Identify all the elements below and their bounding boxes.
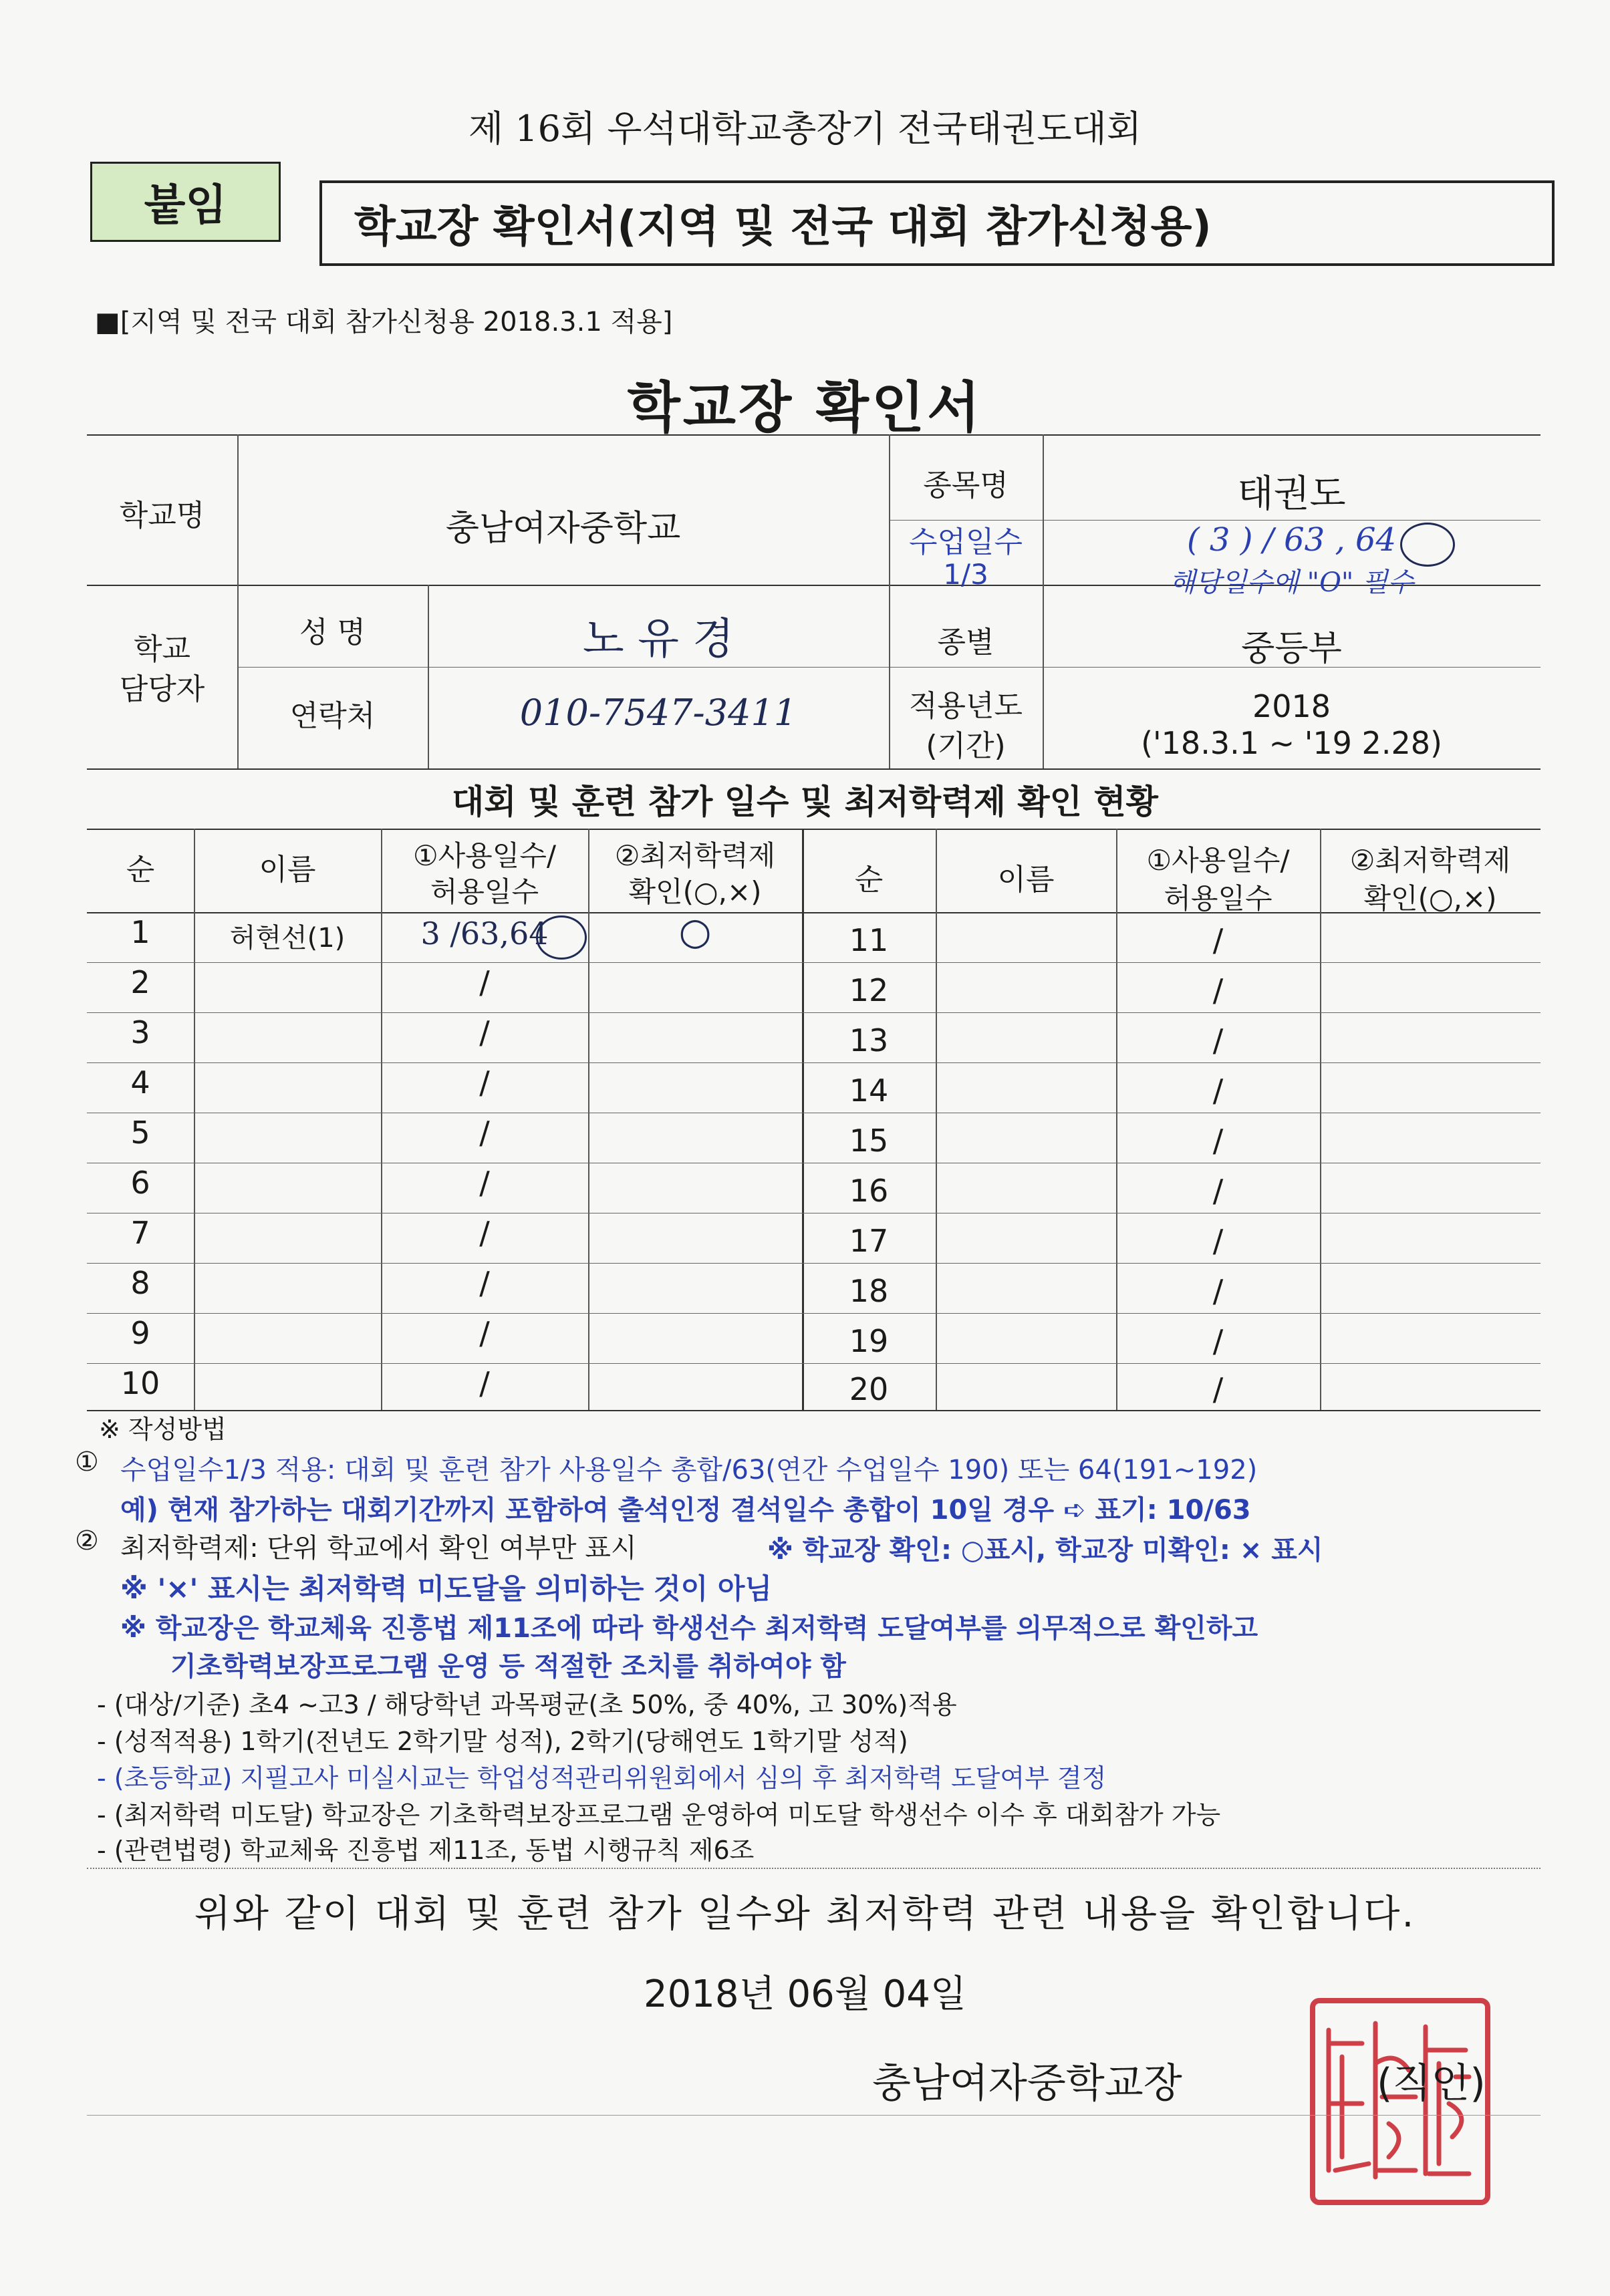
col-days-left-2: 허용일수	[430, 875, 539, 908]
form-note: ■[지역 및 전국 대회 참가신청용 2018.3.1 적용]	[95, 307, 673, 337]
row-days: /	[1212, 1223, 1224, 1259]
row-days: /	[1212, 1022, 1224, 1058]
row-number: 5	[130, 1115, 150, 1151]
row-number: 13	[849, 1022, 889, 1058]
row-days: /	[1212, 1371, 1224, 1407]
row-number: 3	[130, 1014, 150, 1050]
col-days-right-1: ①사용일수/	[1146, 844, 1290, 877]
days-value: ( 3 ) / 63 , 64	[1186, 521, 1397, 559]
row-days: /	[1212, 1323, 1224, 1359]
circle-64-icon	[536, 915, 587, 960]
days-ratio: 1/3	[943, 558, 988, 591]
status-title: 대회 및 훈련 참가 일수 및 최저학력제 확인 현황	[452, 782, 1158, 821]
method-dash4: - (최저학력 미도달) 학교장은 기초학력보장프로그램 운영하여 미도달 학생선수 이수 후 대회참가 가능	[97, 1800, 1221, 1830]
method-item1-mark: ①	[75, 1447, 99, 1477]
col-no-left: 순	[126, 853, 155, 887]
days-label: 수업일수	[908, 525, 1023, 559]
row-days: /	[1212, 1273, 1224, 1309]
row-days: /	[479, 1165, 490, 1201]
method-heading: ※ 작성방법	[99, 1415, 227, 1444]
year-value: 2018	[1252, 688, 1331, 724]
manager-label-1: 학교	[133, 632, 190, 666]
row-number: 17	[849, 1223, 889, 1259]
row-days: /	[479, 1215, 490, 1251]
period-label-2: (기간)	[926, 729, 1006, 763]
row-number: 8	[130, 1265, 150, 1301]
method-dash1: - (대상/기준) 초4 ~고3 / 해당학년 과목평균(초 50%, 중 40%, 고 30%)적용	[97, 1690, 957, 1719]
row-number: 7	[130, 1215, 150, 1251]
row-number: 16	[849, 1173, 889, 1209]
doc-title: 학교장 확인서	[627, 376, 983, 440]
row-days: /	[1212, 1123, 1224, 1159]
manager-label-2: 담당자	[119, 672, 205, 706]
circle-64-icon	[1400, 523, 1455, 567]
method-note2-b: 기초학력보장프로그램 운영 등 적절한 조치를 취하여야 함	[170, 1651, 846, 1682]
row-days: /	[1212, 1072, 1224, 1109]
contact-label: 연락처	[289, 699, 376, 733]
row-number: 14	[849, 1072, 889, 1109]
seal-label: (직인)	[1377, 2060, 1486, 2107]
row-days: /	[479, 1064, 490, 1101]
col-no-right: 순	[854, 863, 884, 897]
row-number: 18	[849, 1273, 889, 1309]
method-dash2: - (성적적용) 1학기(전년도 2학기말 성적), 2학기(당해연도 1학기말 성적)	[97, 1727, 908, 1756]
row-number: 11	[849, 922, 889, 958]
col-min-left-1: ②최저학력제	[614, 839, 776, 872]
row-days: /	[479, 1315, 490, 1351]
event-title: 제 16회 우석대학교총장기 전국태권도대회	[468, 108, 1142, 150]
school-label: 학교명	[119, 498, 205, 533]
method-item2-a: 최저학력제: 단위 학교에서 확인 여부만 표시	[120, 1533, 637, 1564]
contact-value: 010-7547-3411	[519, 692, 797, 734]
days-note: 해당일수에 "O" 필수	[1169, 567, 1414, 598]
col-min-left-2: 확인(○,×)	[628, 875, 762, 908]
method-item1-b: 예) 현재 참가하는 대회기간까지 포함하여 출석인정 결석일수 총합이 10일 경우 ➪ 표기: 10/63	[120, 1495, 1251, 1526]
col-name-right: 이름	[997, 863, 1055, 897]
method-item2-mark: ②	[75, 1526, 99, 1556]
row-number: 2	[130, 964, 150, 1000]
method-note1: ※ '×' 표시는 최저학력 미도달을 의미하는 것이 아님	[120, 1572, 772, 1605]
method-item1-a: 수업일수1/3 적용: 대회 및 훈련 참가 사용일수 총합/63(연간 수업일수 190) 또는 64(191~192)	[120, 1455, 1258, 1485]
row-number: 15	[849, 1123, 889, 1159]
row-days: /	[479, 1115, 490, 1151]
row-days: /	[479, 1365, 490, 1401]
col-min-right-1: ②최저학력제	[1349, 844, 1511, 877]
attach-badge-label: 붙임	[144, 181, 227, 231]
method-dash3: - (초등학교) 지필고사 미실시교는 학업성적관리위원회에서 심의 후 최저학력 도달여부 결정	[97, 1763, 1107, 1793]
method-dash5: - (관련법령) 학교체육 진흥법 제11조, 동법 시행규칙 제6조	[97, 1836, 755, 1865]
method-note2-a: ※ 학교장은 학교체육 진흥법 제11조에 따라 학생선수 최저학력 도달여부를 의무적으로 확인하고	[120, 1613, 1258, 1644]
row-number: 4	[130, 1064, 150, 1101]
sport-value: 태권도	[1237, 472, 1346, 516]
row-days: /	[479, 1265, 490, 1301]
row-check: ○	[678, 910, 712, 954]
name-value: 노 유 경	[582, 615, 734, 664]
row-number: 19	[849, 1323, 889, 1359]
attach-badge	[90, 162, 281, 242]
sport-label: 종목명	[923, 468, 1009, 503]
col-days-left-1: ①사용일수/	[412, 839, 557, 872]
col-days-right-2: 허용일수	[1164, 882, 1272, 915]
category-value: 중등부	[1241, 629, 1342, 669]
row-name: 허현선(1)	[229, 923, 346, 954]
period-value: ('18.3.1 ~ '19 2.28)	[1141, 725, 1442, 761]
period-label-1: 적용년도	[908, 689, 1023, 723]
row-days: /	[1212, 972, 1224, 1008]
row-number: 1	[130, 914, 150, 950]
signer-name: 충남여자중학교장	[872, 2060, 1182, 2107]
name-label: 성 명	[299, 615, 366, 650]
confirm-date: 2018년 06월 04일	[644, 1973, 966, 2016]
row-number: 9	[130, 1315, 150, 1351]
row-number: 20	[849, 1371, 889, 1407]
row-days: /	[1212, 1173, 1224, 1209]
col-min-right-2: 확인(○,×)	[1363, 882, 1497, 915]
banner-title-box	[319, 180, 1555, 266]
row-days: /	[479, 964, 490, 1000]
row-days: 3 /63,64	[420, 915, 549, 952]
confirm-statement: 위와 같이 대회 및 훈련 참가 일수와 최저학력 관련 내용을 확인합니다.	[194, 1892, 1416, 1936]
row-days: /	[479, 1014, 490, 1050]
banner-title: 학교장 확인서(지역 및 전국 대회 참가신청용)	[354, 202, 1212, 252]
row-number: 12	[849, 972, 889, 1008]
col-name-left: 이름	[259, 853, 316, 887]
row-days: /	[1212, 922, 1224, 958]
method-item2-b: ※ 학교장 확인: ○표시, 학교장 미확인: × 표시	[767, 1535, 1323, 1566]
row-number: 10	[120, 1365, 160, 1401]
school-value: 충남여자중학교	[445, 509, 681, 549]
row-number: 6	[130, 1165, 150, 1201]
category-label: 종별	[937, 625, 994, 660]
